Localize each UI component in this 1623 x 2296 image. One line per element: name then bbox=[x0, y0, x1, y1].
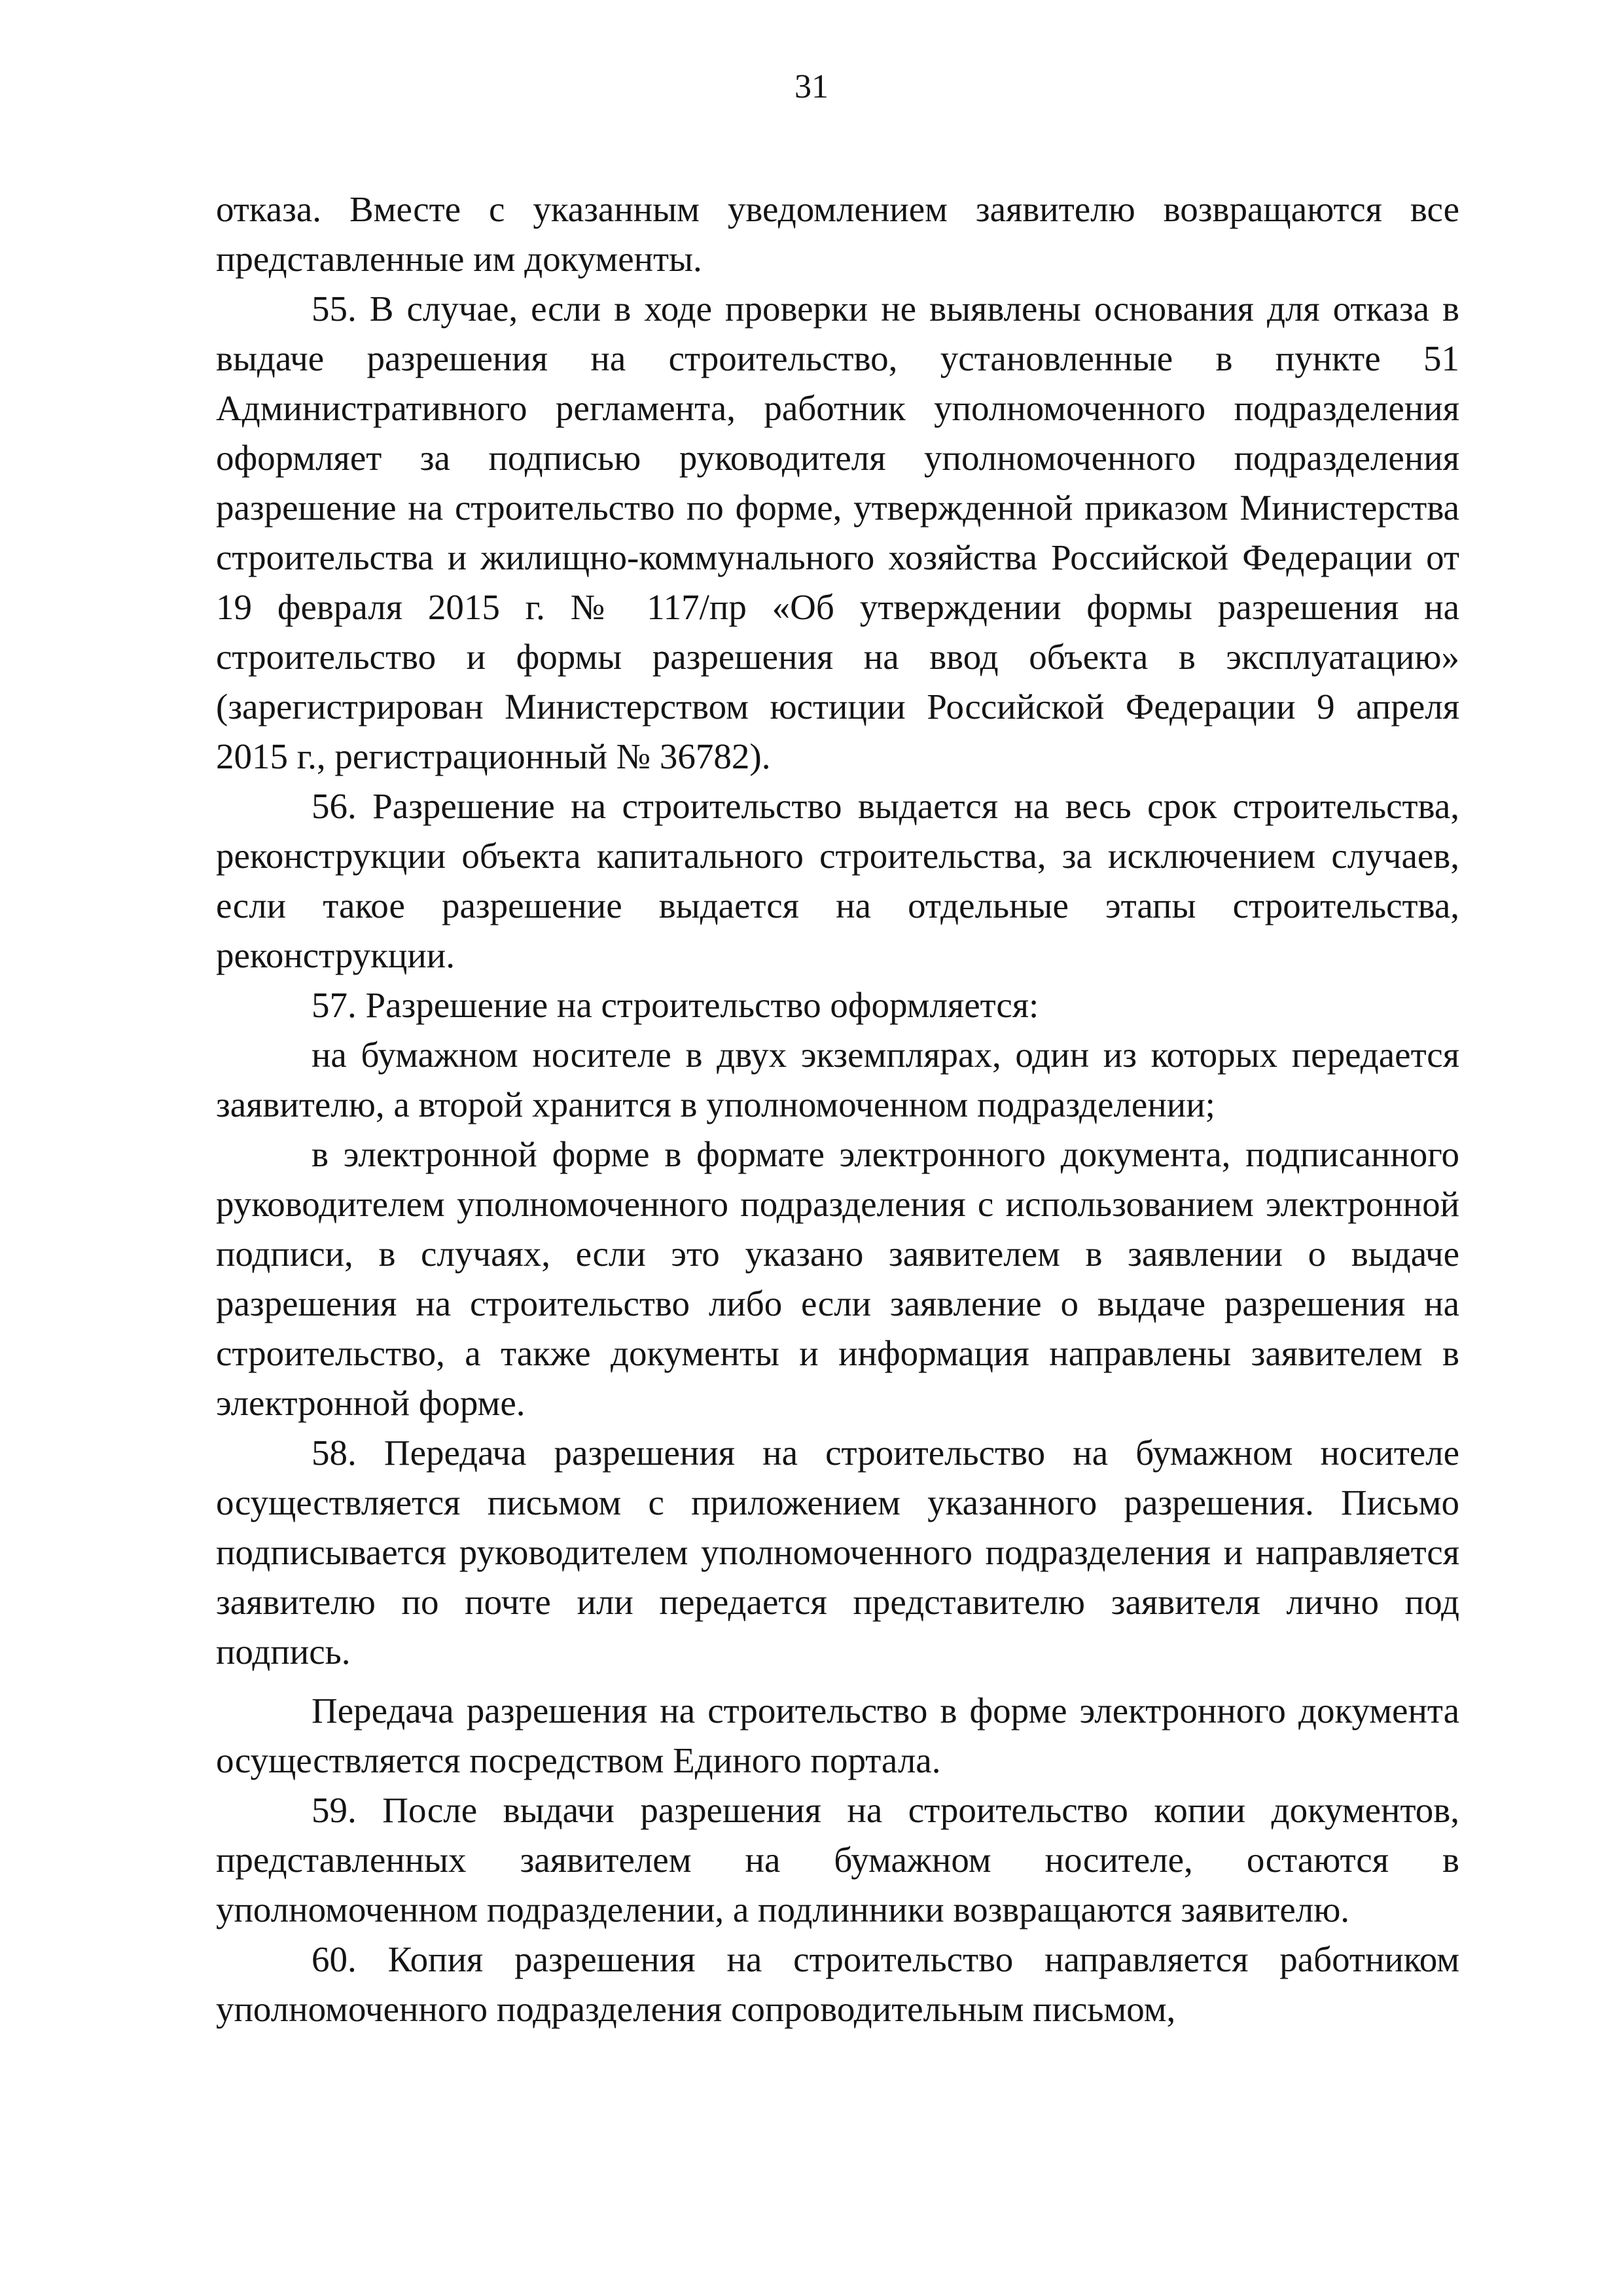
paragraph-continuation: отказа. Вместе с указанным уведомлением заявителю возвращаются все представленные им документы. bbox=[216, 189, 1459, 279]
paragraph-57-paper: на бумажном носителе в двух экземплярах, один из которых передается заявителю, а второй хранится в уполномоченном подразделении; bbox=[216, 1035, 1459, 1124]
paragraph-55: 55. В случае, если в ходе проверки не выявлены основания для отказа в выдаче разрешения на строительство, установленные в пункте 51 Административного регламента, работник уполномоченного подразделения оформляет за подписью руководителя уполномоченного подразделения разрешение на строительство по форме, утвержденной приказом Министерства строительства и жилищно-коммунального хозяйства Российской Федерации от 19 февраля 2015 г. № 117/пр «Об утверждении формы разрешения на строительство и формы разрешения на ввод объекта в эксплуатацию» (зарегистрирован Министерством юстиции Российской Федерации 9 апреля 2015 г., регистрационный № 36782). bbox=[216, 289, 1459, 776]
paragraph-58: 58. Передача разрешения на строительство на бумажном носителе осуществляется письмом с приложением указанного разрешения. Письмо подписывается руководителем уполномоченного подразделения и направляется заявителю по почте или передается представителю заявителя лично под подпись. bbox=[216, 1433, 1459, 1672]
paragraph-59: 59. После выдачи разрешения на строительство копии документов, представленных заявителем на бумажном носителе, остаются в уполномоченном подразделении, а подлинники возвращаются заявителю. bbox=[216, 1790, 1459, 1929]
paragraph-57-electronic: в электронной форме в формате электронного документа, подписанного руководителем уполномоченного подразделения с использованием электронной подписи, в случаях, если это указано заявителем в заявлении о выдаче разрешения на строительство либо если заявление о выдаче разрешения на строительство, а также документы и информация направлены заявителем в электронной форме. bbox=[216, 1134, 1459, 1423]
paragraph-57: 57. Разрешение на строительство оформляется: bbox=[312, 985, 1039, 1025]
paragraph-58-electronic: Передача разрешения на строительство в форме электронного документа осуществляется посредством Единого портала. bbox=[216, 1691, 1459, 1780]
paragraph-60: 60. Копия разрешения на строительство направляется работником уполномоченного подразделения сопроводительным письмом, bbox=[216, 1939, 1459, 2029]
document-body bbox=[216, 185, 1459, 2034]
page-number: 31 bbox=[794, 68, 829, 105]
paragraph-56: 56. Разрешение на строительство выдается на весь срок строительства, реконструкции объекта капитального строительства, за исключением случаев, если такое разрешение выдается на отдельные этапы строительства, реконструкции. bbox=[216, 786, 1459, 975]
